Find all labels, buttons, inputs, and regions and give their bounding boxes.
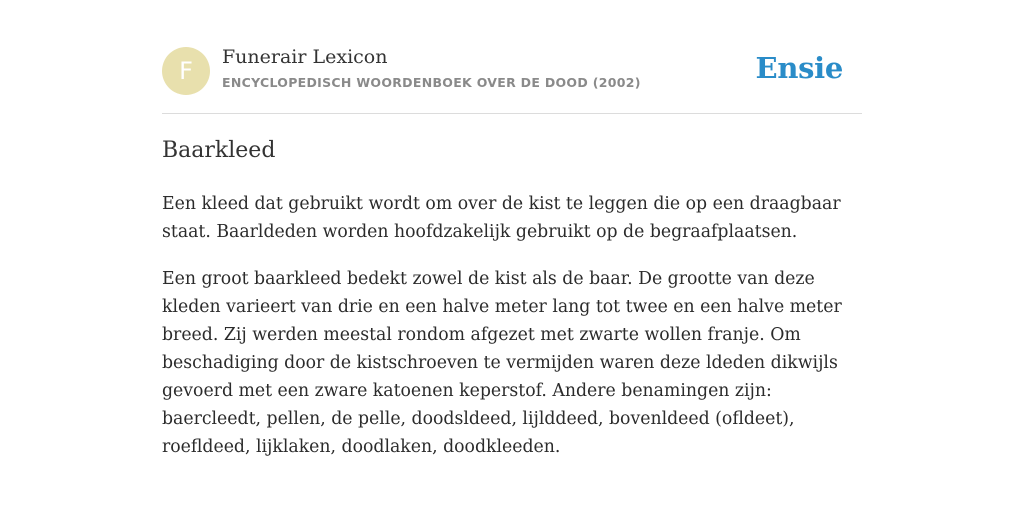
entry-paragraph-1: Een kleed dat gebruikt wordt om over de kist te leggen die op een draagbaar staat. Baarldeden worden hoofdzakelijk gebruikt op de begraafplaatsen. [162,194,841,242]
source-title[interactable]: Funerair Lexicon [222,46,388,68]
source-subtitle: ENCYCLOPEDISCH WOORDENBOEK OVER DE DOOD (2002) [222,75,641,90]
source-avatar[interactable]: F [162,47,210,95]
entry-headword: Baarkleed [162,138,276,163]
source-header [162,0,862,114]
page-container [162,0,862,457]
entry-paragraph-2: Een groot baarkleed bedekt zowel de kist als de baar. De grootte van deze kleden varieert van drie en een halve meter lang tot twee en een halve meter breed. Zij werden meestal rondom afgezet met zwarte wollen franje. Om beschadiging door de kistschroeven te vermijden waren deze ldeden dikwijls gevoerd met een zware katoenen keperstof. Andere benamingen zijn: baercleedt, pellen, de pelle, doodsldeed, lijlddeed, bovenldeed (ofldeet), roefldeed, lijklaken, doodlaken, doodkleeden. [162,269,842,457]
ensie-logo[interactable]: Ensie [755,51,843,85]
